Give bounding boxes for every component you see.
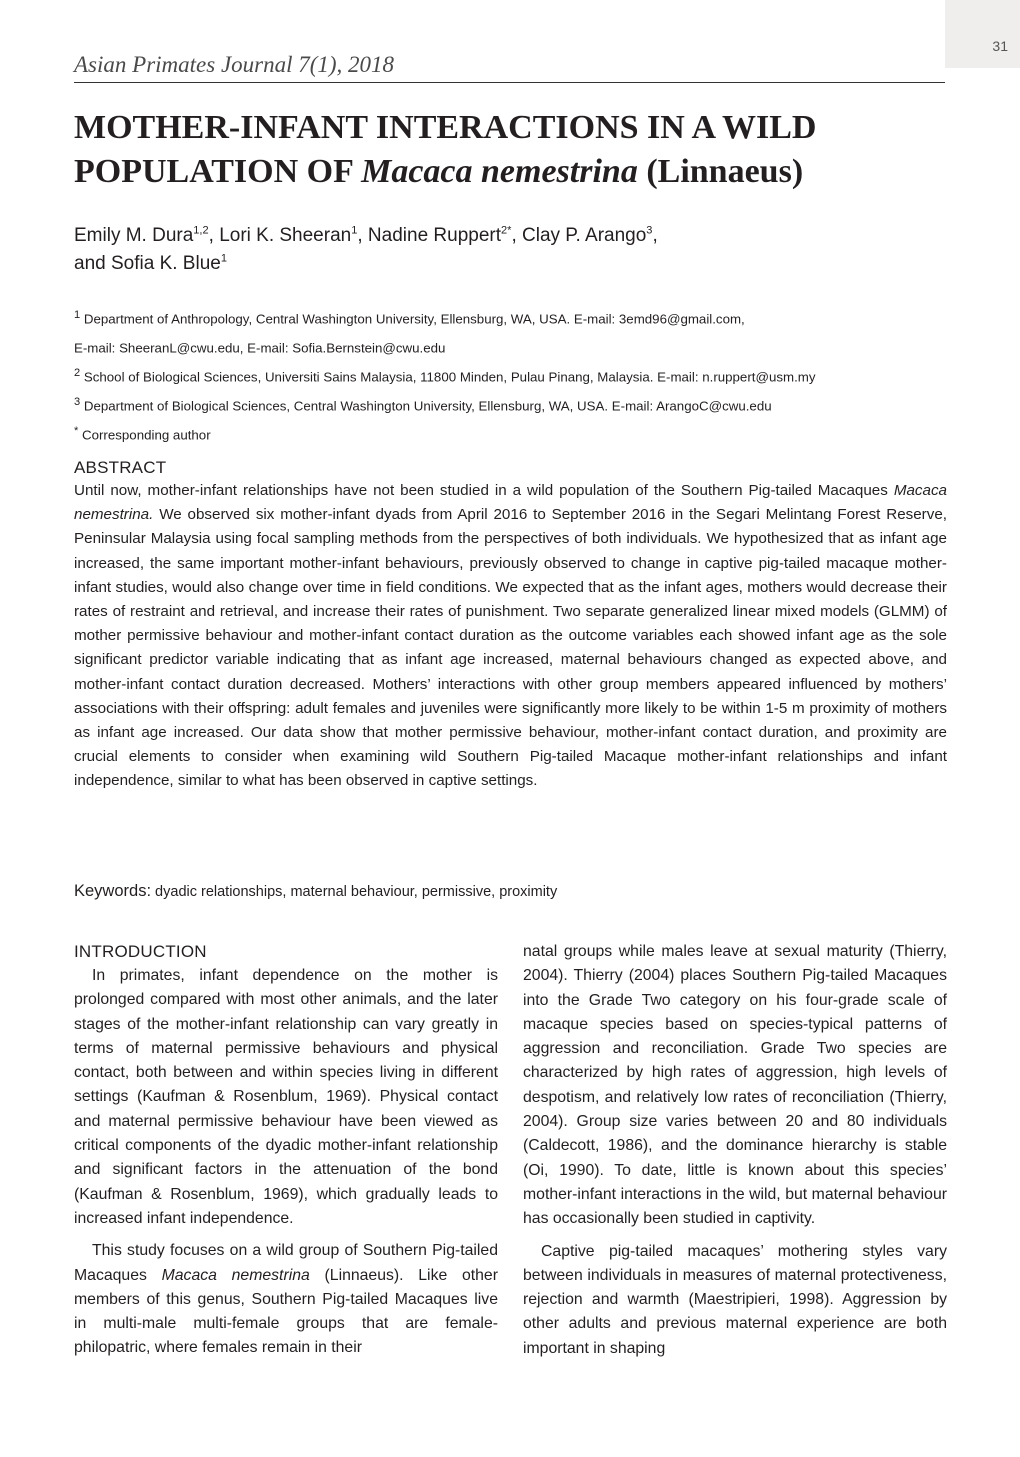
affiliation-mark: 3 [74,395,81,408]
author-affiliation-mark: 1,2 [193,224,209,237]
title-species: Macaca nemestrina [361,153,638,190]
author-list [74,222,874,278]
author: and Sofia K. Blue [74,253,221,274]
affiliation-text: Department of Anthropology, Central Washington University, Ellensburg, WA, USA. E-mail: 3emd96@gmail.com, [80,311,745,327]
article-title [74,106,934,194]
introduction-heading: INTRODUCTION [74,942,207,961]
abstract-species: Macaca nemestrina. [74,482,947,524]
affiliation-line [74,419,954,448]
author-affiliation-mark: 1 [351,224,358,237]
title-line-2-suffix: (Linnaeus) [637,153,804,190]
keywords-label: Keywords: [74,882,152,900]
affiliation-text: Department of Biological Sciences, Central Washington University, Ellensburg, WA, USA. E-mail: ArangoC@cwu.edu [80,398,772,414]
affiliation-line [74,390,954,419]
author-affiliation-mark: 1 [220,252,227,265]
paragraph-species: Macaca nemestrina [161,1266,310,1284]
author: Nadine Ruppert [367,225,502,246]
page-number-tab [945,0,1020,68]
author: Clay P. Arango [522,225,647,246]
author-affiliation-mark: 3 [646,224,653,237]
affiliation-line [74,332,954,361]
affiliations [74,303,954,448]
title-line-1: MOTHER-INFANT INTERACTIONS IN A WILD [74,109,817,146]
affiliation-mark: 2 [74,366,81,379]
journal-header: Asian Primates Journal 7(1), 2018 [74,52,395,77]
paragraph: Captive pig-tailed macaques’ mothering styles vary between individuals in measures of maternal protectiveness, rejection and warmth (Maestripieri, 1998). Aggression by other adults and previous maternal experience are both important in shaping [523,1242,947,1357]
paragraph: In primates, infant dependence on the mother is prolonged compared with most other animals, and the later stages of the mother-infant relationship can vary greatly in terms of maternal permissive behaviours and physical contact, both between and within species living in different settings (Kaufman & Rosenblum, 1969). Physical contact and maternal permissive behaviour have been viewed as critical components of the dyadic mother-infant relationship and significant factors in the attenuation of the bond (Kaufman & Rosenblum, 1969), which gradually leads to increased infant independence. [74,967,498,1227]
keywords [74,880,947,903]
abstract-heading: ABSTRACT [74,458,167,477]
author-separator: , [208,225,220,246]
author-affiliation-mark: 2* [501,224,512,237]
title-line-2-prefix: POPULATION OF [74,153,362,190]
affiliation-mark: * [74,424,79,437]
abstract-text: We observed six mother-infant dyads from April 2016 to September 2016 in the Segari Melintang Forest Reserve, Peninsular Malaysia using focal sampling methods from the perspectives of both individuals. We hypothesized that as infant age increased, the same important mother-infant behaviours, previously observed to change in captive pig-tailed macaque mother-infant studies, would also change over time in field conditions. We expected that as the infant ages, mothers would decrease their rates of restraint and retrieval, and increase their rates of punishment. Two separate generalized linear mixed models (GLMM) of mother permissive behaviour and mother-infant contact duration as the outcome variables each showed infant age as the sole significant predictor variable indicating that as infant age increased, maternal behaviours changed as expected above, and mother-infant contact duration decreased. Mothers’ interactions with other group members appeared influenced by mothers’ associations with their offspring: adult females and juveniles were significantly more likely to be within 1-5 m proximity of mothers as infant age increased. Our data show that mother permissive behaviour, mother-infant contact duration, and proximity are crucial elements to consider when examining wild Southern Pig-tailed Macaque mother-infant relationships and infant independence, similar to what has been observed in captive settings. [74,506,947,790]
paragraph-text: (Linnaeus). Like other members of this genus, Southern Pig-tailed Macaques live in multi-male multi-female groups that are female-philopatric, where females remain in their [74,1266,498,1357]
author: Lori K. Sheeran [219,225,352,246]
paragraph [74,1239,498,1360]
affiliation-text: E-mail: SheeranL@cwu.edu, E-mail: Sofia.Bernstein@cwu.edu [74,340,446,356]
author-separator: , [511,225,522,246]
affiliation-text: Corresponding author [78,427,211,443]
author-separator: , [357,225,368,246]
left-column [74,940,498,1361]
page-number: 31 [992,38,1008,54]
author-separator: , [652,225,658,246]
keywords-text: dyadic relationships, maternal behaviour, permissive, proximity [151,884,558,900]
abstract-section [74,457,947,794]
header-rule [74,82,945,83]
author: Emily M. Dura [74,225,194,246]
paragraph-text: This study focuses on a wild group of Southern Pig-tailed Macaques [74,1242,498,1284]
right-column [523,940,947,1361]
abstract-text: Until now, mother-infant relationships have not been studied in a wild population of the Southern Pig-tailed Macaques [74,482,894,499]
paragraph: natal groups while males leave at sexual maturity (Thierry, 2004). Thierry (2004) places Southern Pig-tailed Macaques into the Grade Two category on his four-grade scale of macaque species based on species-typical patterns of aggression and reconciliation. Grade Two species are characterized by high rates of aggression, high levels of despotism, and relatively low rates of reconciliation (Thierry, 2004). Group size varies between 20 and 80 individuals (Caldecott, 1986), and the dominance hierarchy is stable (Oi, 1990). To date, little is known about this species’ mother-infant interactions in the wild, but maternal behaviour has occasionally been studied in captivity. [523,943,947,1228]
affiliation-line [74,303,954,332]
affiliation-text: School of Biological Sciences, Universiti Sains Malaysia, 11800 Minden, Pulau Pinang, Malaysia. E-mail: n.ruppert@usm.my [80,369,816,385]
abstract-body [74,479,947,794]
affiliation-mark: 1 [74,309,81,321]
affiliation-line [74,361,954,390]
